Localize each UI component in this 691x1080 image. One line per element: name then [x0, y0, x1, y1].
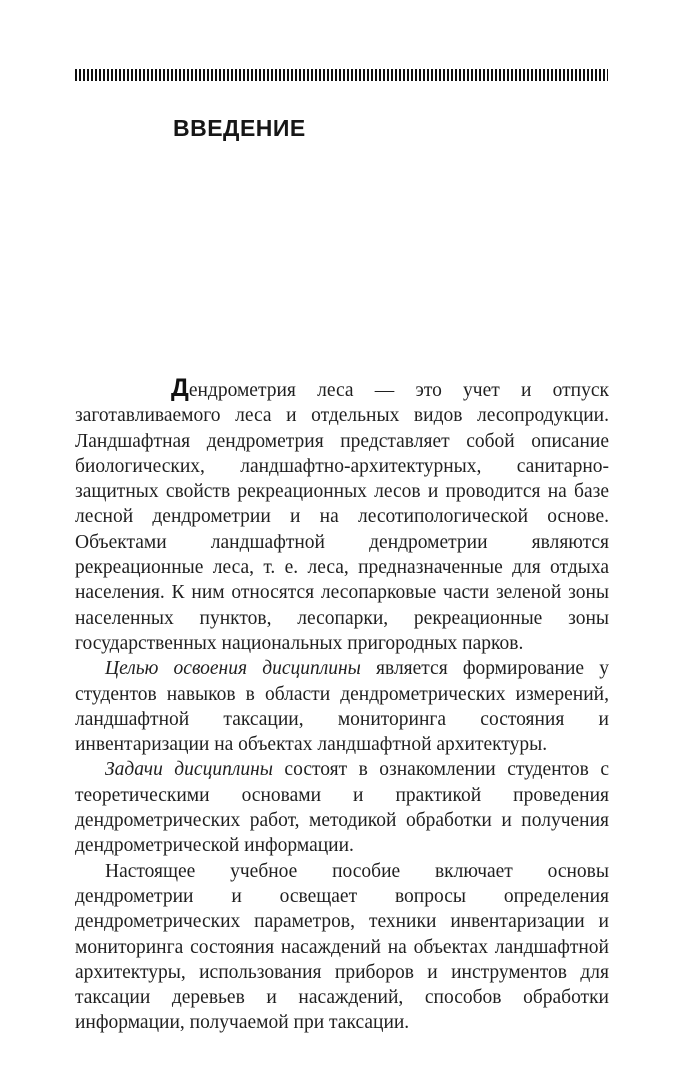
drop-cap: Д [171, 374, 189, 402]
paragraph-3-italic-lead: Задачи дисциплины [105, 759, 273, 781]
paragraph-4-text: Настоящее учебное пособие включает основы дендрометрии и освещает вопросы определения дендрометрических параметров, техники инвентаризации и мониторинга состояния насаждений на объектах ландшафтной архитектуры, использования приборов и инструментов для таксации деревьев и насаждений, способов обработки информации, получаемой при таксации. [75, 860, 609, 1034]
paragraph-2 [75, 656, 609, 757]
paragraph-2-italic-lead: Целью освоения дисциплины [105, 658, 361, 680]
paragraph-2-text: является формирование у студентов навыков в области дендрометрических измерений, ландшафтной таксации, мониторинга состояния и инвентаризации на объектах ландшафтной архитектуры. [75, 658, 609, 756]
header-decorative-rule [75, 69, 608, 81]
paragraph-1 [75, 374, 609, 656]
paragraph-3-text: состоят в ознакомлении студентов с теоретическими основами и практикой проведения дендрометрических работ, методикой обработки и получения дендрометрической информации. [75, 759, 610, 857]
paragraph-3 [75, 757, 609, 858]
body-text [75, 374, 610, 1036]
paragraph-4 [75, 859, 609, 1036]
chapter-title: ВВЕДЕНИЕ [173, 115, 306, 141]
paragraph-1-text: ендрометрия леса — это учет и отпуск заготавливаемого леса и отдельных видов лесопродукции. Ландшафтная дендрометрия представляет собой описание биологических, ландшафтно-архитектурных, санитарно-защитных свойств рекреационных лесов и проводится на базе лесной дендрометрии и на лесотипологической основе. Объектами ландшафтной дендрометрии являются рекреационные леса, т. е. леса, предназначенные для отдыха населения. К ним относятся лесопарковые части зеленой зоны населенных пунктов, лесопарки, рекреационные зоны государственных национальных пригородных парков. [75, 380, 609, 654]
